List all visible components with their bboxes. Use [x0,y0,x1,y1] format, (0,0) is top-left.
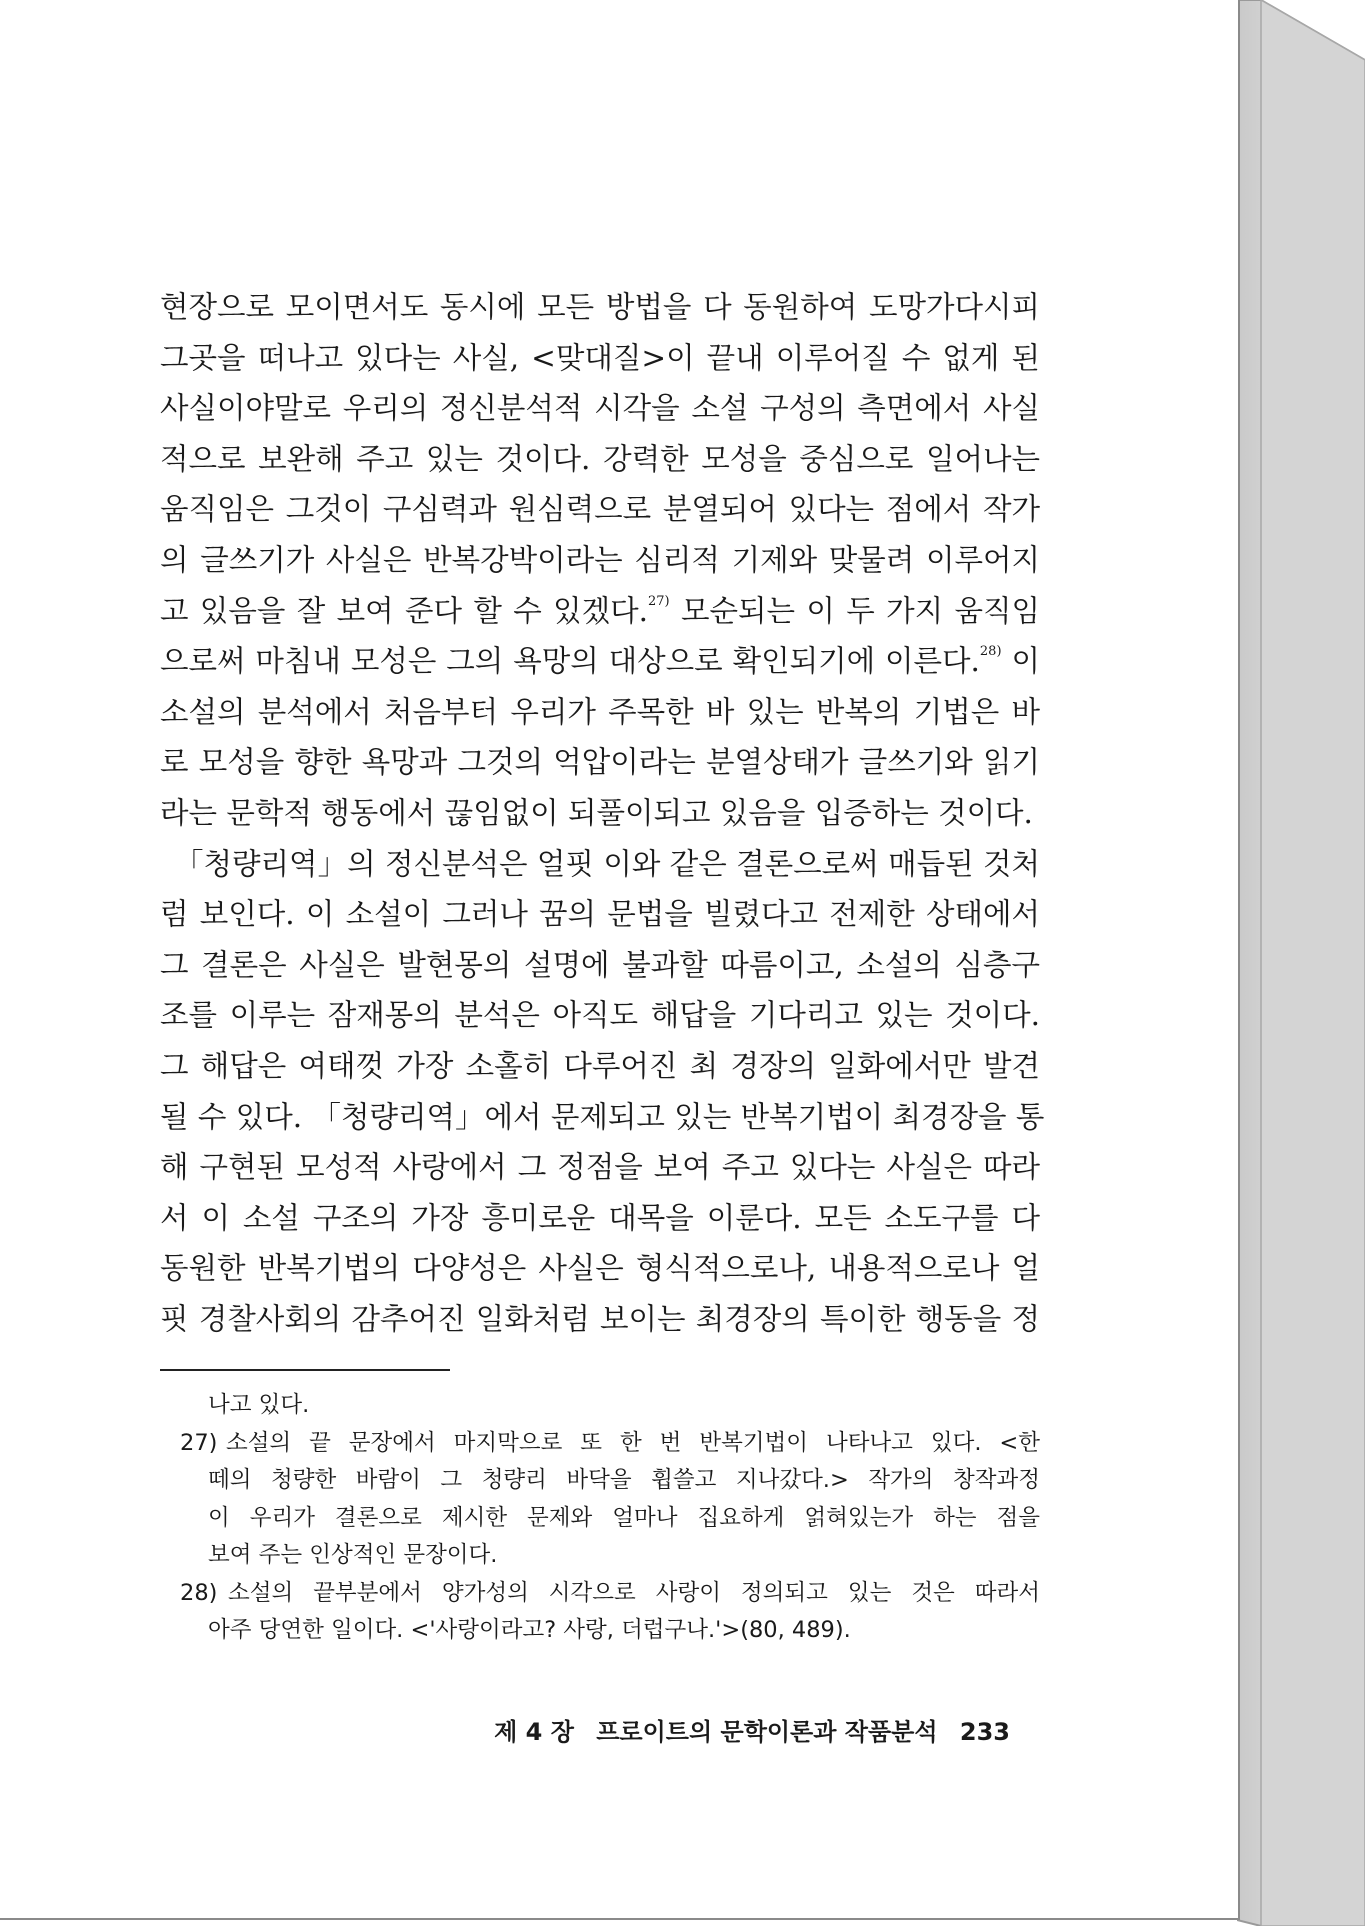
footnote-28-line: 아주 당연한 일이다. <'사랑이라고? 사랑, 더럽구나.'>(80, 489). [208,1617,851,1643]
footnote-28 [160,1575,1040,1613]
body-line: 그곳을 떠나고 있다는 사실, <맞대질>이 끝내 이루어질 수 없게 된 [160,340,1040,375]
footnotes [160,1387,1040,1650]
body-line: 그 결론은 사실은 발현몽의 설명에 불과할 따름이고, 소설의 심층구 [160,947,1040,982]
body-line: 소설의 분석에서 처음부터 우리가 주목한 바 있는 반복의 기법은 바 [160,694,1040,729]
chapter-title: 프로이트의 문학이론과 작품분석 [596,1718,938,1746]
body-line: 될 수 있다. 「청량리역」에서 문제되고 있는 반복기법이 최경장을 통 [160,1099,1045,1134]
footnote-number: 27) [180,1429,218,1456]
body-line: 해 구현된 모성적 사랑에서 그 정점을 보여 주고 있다는 사실은 따라 [160,1150,1040,1185]
footnote-27-line: 이 우리가 결론으로 제시한 문제와 얼마나 집요하게 얽혀있는가 하는 점을 [208,1504,1040,1531]
body-line-text: 으로써 마침내 모성은 그의 욕망의 대상으로 확인되기에 이른다. [160,644,980,679]
body-line: 의 글쓰기가 사실은 반복강박이라는 심리적 기제와 맞물려 이루어지 [160,542,1040,577]
footnote-text: 소설의 끝부분에서 양가성의 시각으로 사랑이 정의되고 있는 것은 따라서 [228,1579,1040,1606]
body-line: 현장으로 모이면서도 동시에 모든 방법을 다 동원하여 도망가다시피 [160,290,1040,324]
body-line: 서 이 소설 구조의 가장 흥미로운 대목을 이룬다. 모든 소도구를 다 [160,1200,1040,1235]
footnote-continuation: 나고 있다. [208,1392,310,1418]
body-line: 움직임은 그것이 구심력과 원심력으로 분열되어 있다는 점에서 작가 [160,492,1040,527]
body-text [160,282,1045,1344]
body-line: 「청량리역」의 정신분석은 얼핏 이와 같은 결론으로써 매듭된 것처 [174,846,1040,881]
body-line: 조를 이루는 잠재몽의 분석은 아직도 해답을 기다리고 있는 것이다. [160,998,1040,1033]
chapter-label: 제 4 장 [494,1718,574,1746]
body-line-with-footnote-27 [160,586,1040,637]
footnote-27 [160,1425,1040,1463]
body-line: 핏 경찰사회의 감추어진 일화처럼 보이는 최경장의 특이한 행동을 정 [160,1301,1040,1336]
footnote-27-line: 보여 주는 인상적인 문장이다. [208,1542,498,1568]
body-line: 로 모성을 향한 욕망과 그것의 억압이라는 분열상태가 글쓰기와 읽기 [160,745,1040,780]
footnote-ref-28[interactable]: 28) [979,644,1002,660]
page-footer [494,1712,1010,1747]
footnote-ref-27[interactable]: 27) [648,593,670,609]
body-line: 그 해답은 여태껏 가장 소홀히 다루어진 최 경장의 일화에서만 발견 [160,1048,1040,1083]
body-line-text: 모순되는 이 두 가지 움직임 [681,593,1040,628]
footnote-27-line: 떼의 청량한 바람이 그 청량리 바닥을 휩쓸고 지나갔다.> 작가의 창작과정 [208,1467,1040,1493]
page-number: 233 [959,1718,1010,1746]
footnote-number: 28) [180,1579,218,1606]
footnote-divider [160,1369,450,1371]
body-line-text: 이 [1011,644,1040,679]
body-line: 동원한 반복기법의 다양성은 사실은 형식적으로나, 내용적으로나 얼 [160,1251,1040,1286]
body-line: 적으로 보완해 주고 있는 것이다. 강력한 모성을 중심으로 일어나는 [160,441,1040,476]
book-page-edge [1237,0,1365,1926]
footnote-text: 소설의 끝 문장에서 마지막으로 또 한 번 반복기법이 나타나고 있다. <한 [225,1429,1041,1456]
body-line-text: 고 있음을 잘 보여 준다 할 수 있겠다. [160,593,648,628]
body-line: 라는 문학적 행동에서 끊임없이 되풀이되고 있음을 입증하는 것이다. [160,795,1033,830]
body-line-with-footnote-28 [160,636,1040,687]
body-line: 럼 보인다. 이 소설이 그러나 꿈의 문법을 빌렸다고 전제한 상태에서 [160,897,1040,932]
body-line: 사실이야말로 우리의 정신분석적 시각을 소설 구성의 측면에서 사실 [160,391,1040,426]
